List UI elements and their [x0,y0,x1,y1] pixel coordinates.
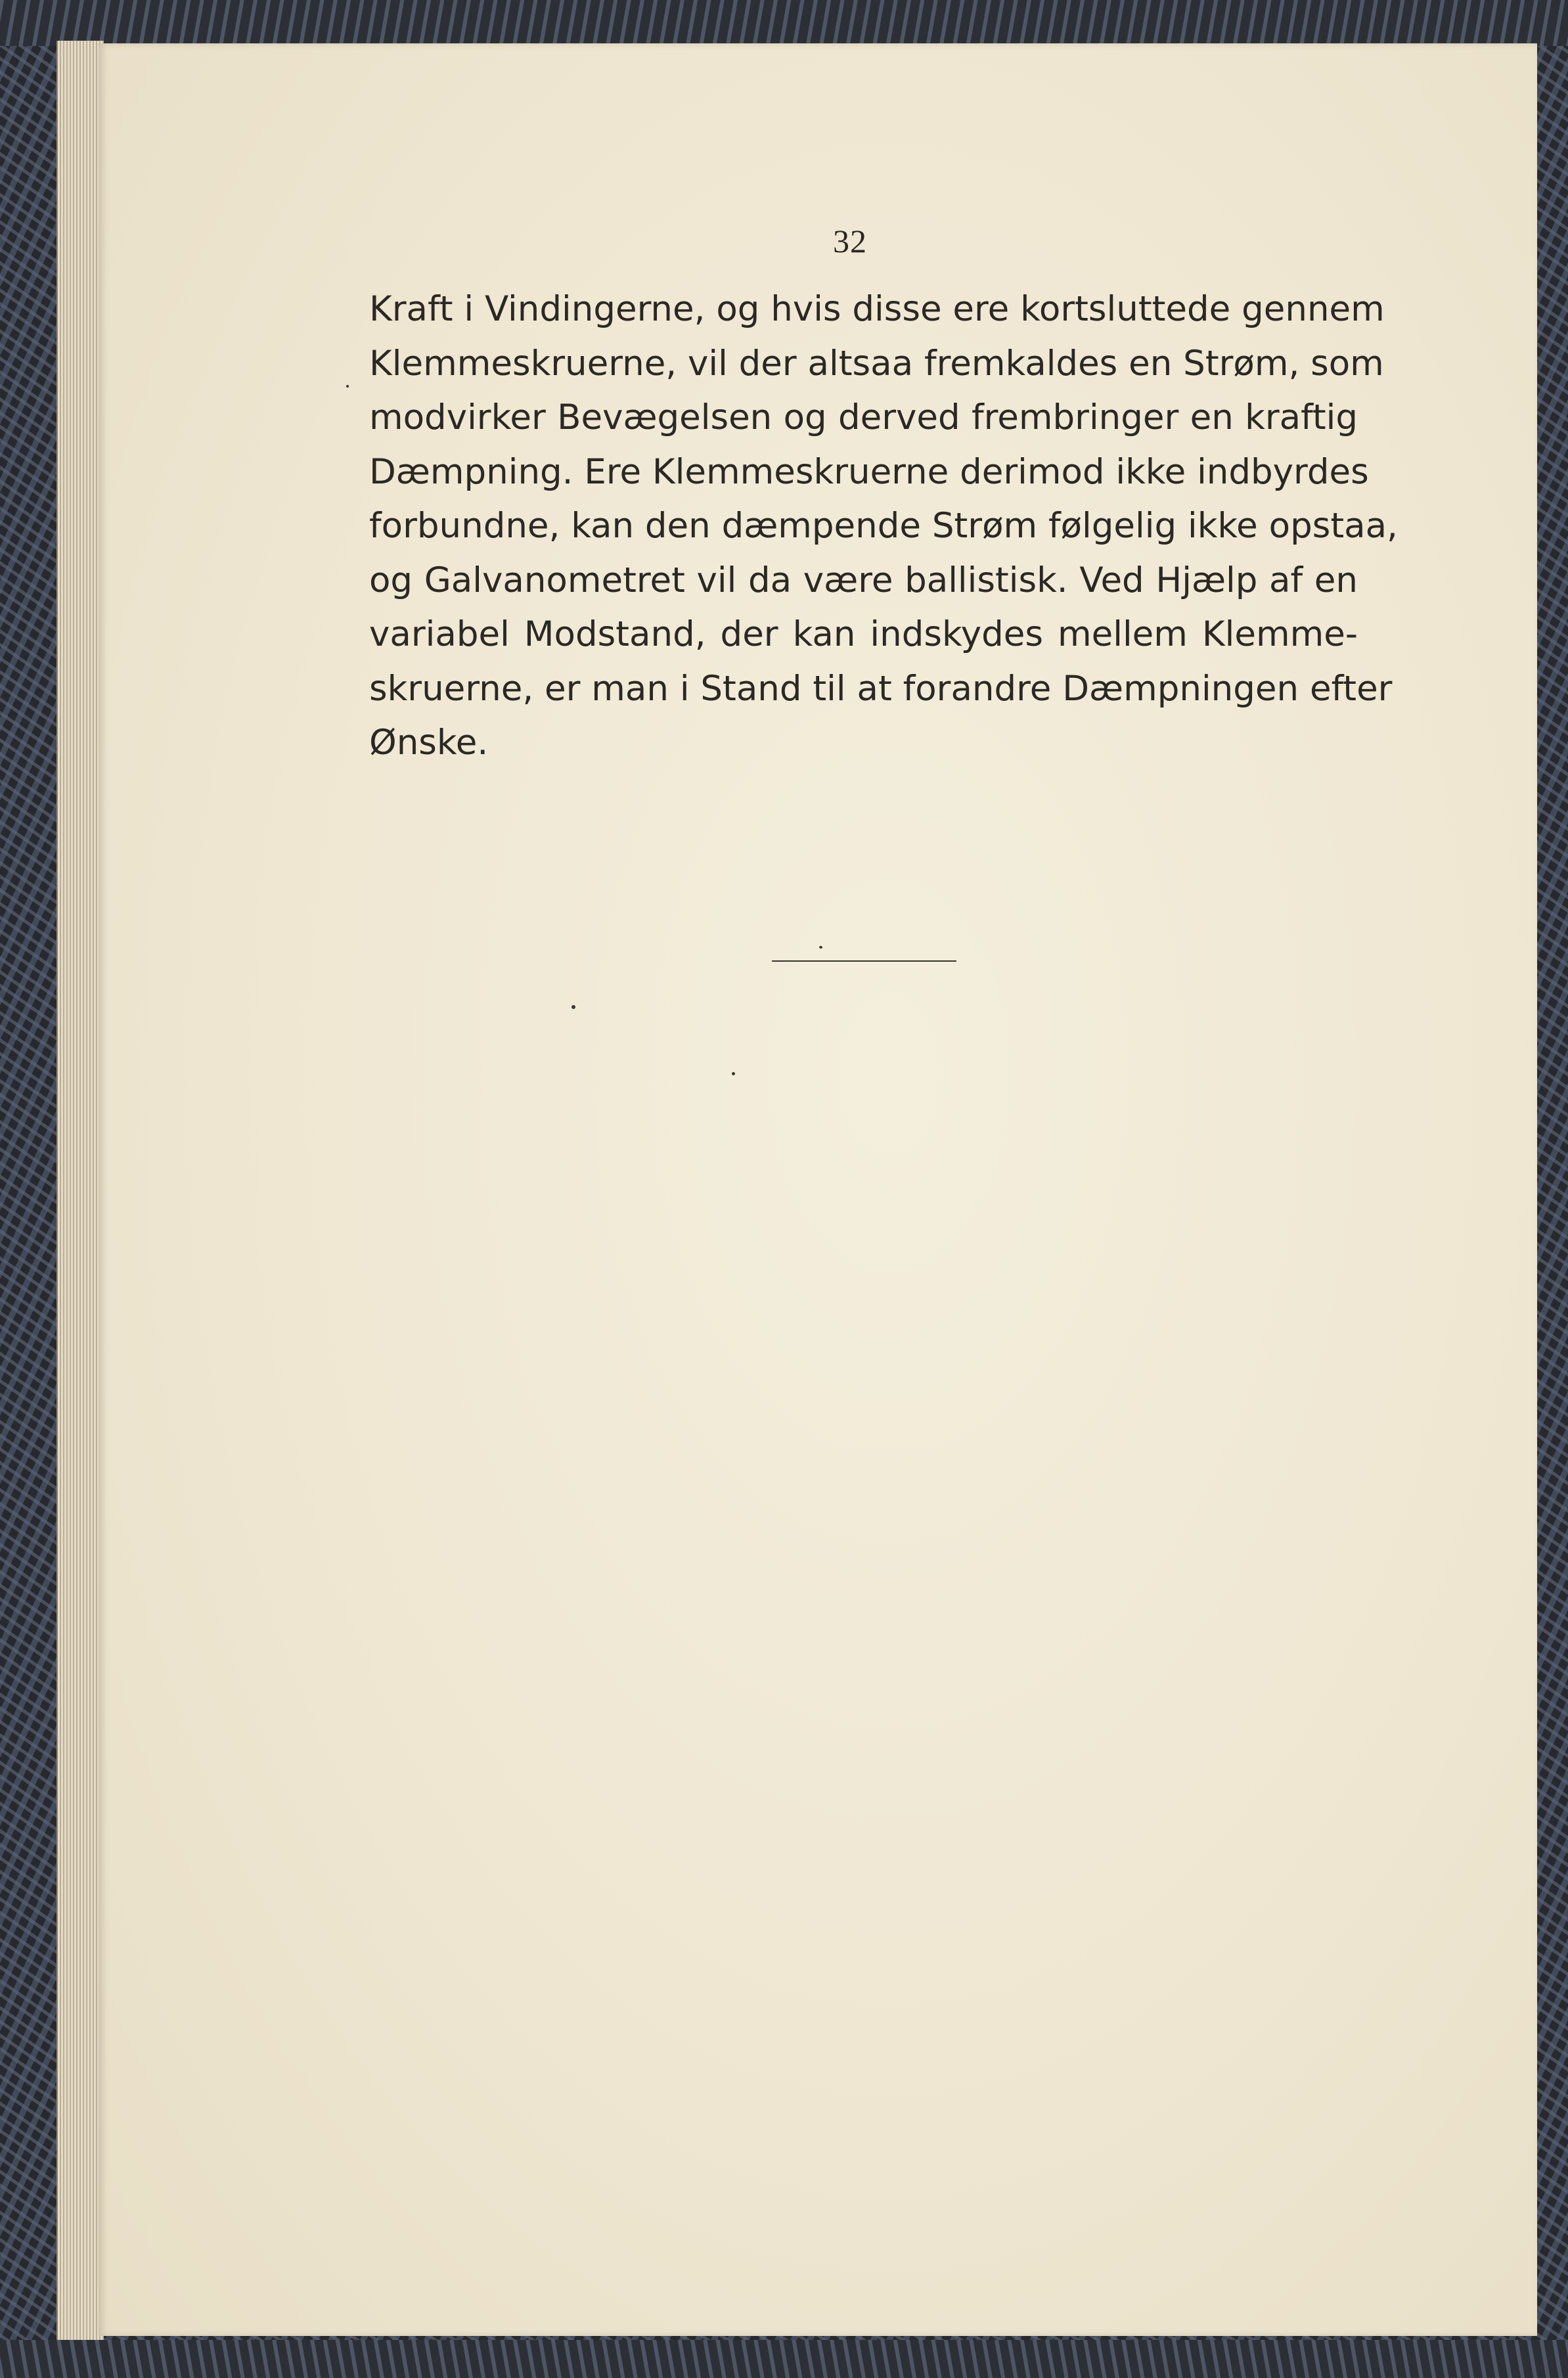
page-edges [56,41,104,2340]
paper-speck [571,1005,575,1009]
text-line: modvirker Bevægelsen og derved frembringer en kraftig [369,397,1358,437]
paper-speck [819,946,822,949]
text-line: Dæmpning. Ere Klemmeskruerne derimod ikke indbyrdes [369,451,1369,492]
paper-speck [346,385,349,388]
text-line: Kraft i Vindingerne, og hvis disse ere kortsluttede gennem [369,289,1385,329]
paper-speck [732,1072,735,1075]
text-line: variabel Modstand, der kan indskydes mellem Klemme- [369,614,1358,654]
page-number: 32 [833,223,867,259]
text-line: forbundne, kan den dæmpende Strøm følgelig ikke opstaa, [369,506,1398,546]
text-line: Ønske. [369,723,489,763]
text-line: Klemmeskruerne, vil der altsaa fremkaldes en Strøm, som [369,343,1384,384]
text-line: og Galvanometret vil da være ballistisk. Ved Hjælp af en [369,560,1358,600]
binding-top-edge [0,0,1568,46]
section-end-rule [772,960,956,962]
paragraph [369,282,1398,771]
text-line: skruerne, er man i Stand til at forandre Dæmpningen efter [369,668,1393,709]
binding-bottom-edge [0,2340,1568,2378]
